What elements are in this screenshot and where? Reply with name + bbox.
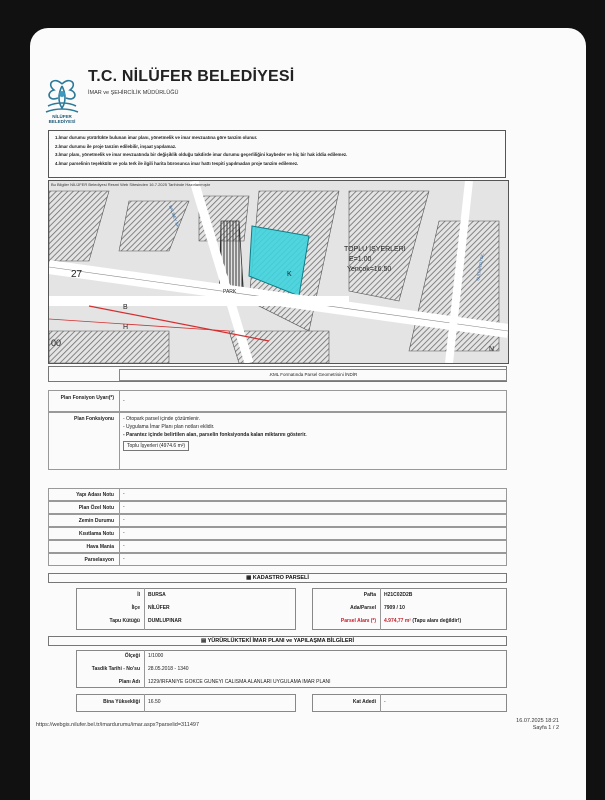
ilce-label: İlçe <box>131 605 140 611</box>
plan-fonksiyonu-row <box>48 412 507 470</box>
map-label-parsel: 27 <box>71 269 83 280</box>
plan-ozel-label: Plan Özel Notu <box>78 505 114 511</box>
alan-label: Parsel Alanı (*) <box>340 618 376 624</box>
kat-label: Kat Adedi <box>352 699 376 705</box>
olcegi-value: 1/1000 <box>148 653 164 659</box>
plan-row <box>48 527 507 540</box>
zoning-map[interactable] <box>48 180 509 364</box>
imar-divider <box>144 650 145 688</box>
tapu-value: DUMLUPINAR <box>148 618 182 624</box>
map-label-park: PARK <box>223 289 237 295</box>
map-canvas <box>49 181 508 363</box>
org-title: T.C. NİLÜFER BELEDİYESİ <box>88 68 295 85</box>
map-label-emsal: E=1.00 <box>349 256 372 263</box>
imar-title: ▤ YÜRÜRLÜKTEKİ İMAR PLANI ve YAPILAŞMA BİLGİLERİ <box>48 636 507 646</box>
footer-date: 16.07.2025 18:21 <box>516 718 559 724</box>
footer-url[interactable]: https://webgis.nilufer.bel.tr/imardurumu/imar.aspx?parselid=311497 <box>36 722 199 728</box>
map-label-toplu: TOPLU İŞYERLERİ <box>344 246 406 253</box>
map-label-k: K <box>287 271 292 278</box>
footer-meta <box>516 718 559 732</box>
kisitlama-label: Kısıtlama Notu <box>78 531 114 537</box>
plan-row <box>48 488 507 501</box>
map-label-h: H <box>123 324 129 331</box>
bina-label: Bina Yüksekliği <box>103 699 140 705</box>
map-label-yencok: Yençok=16.50 <box>347 266 392 273</box>
grid-icon: ▤ <box>200 638 208 644</box>
map-street-1: BALIBEY SK. <box>168 204 182 230</box>
plan-row <box>48 501 507 514</box>
pafta-label: Pafta <box>363 592 376 598</box>
footer-page: Sayfa 1 / 2 <box>532 725 559 731</box>
kadastro-title: ▦ KADASTRO PARSELİ <box>48 573 507 583</box>
ada-label: Ada/Parsel <box>350 605 376 611</box>
map-caption: Bu Bilgiler NİLÜFER Belediyesi Resmi Web Sitesinden 16.7.2025 Tarihinde Hazırlanmıştır <box>51 182 211 187</box>
notice-3: 3.İmar planı, yönetmelik ve imar mevzuatında bir değişiklik olduğu takdirde imar durumu geçerliliğini kaybeder ve hiç bir hak iddia edilemez. <box>55 152 348 157</box>
func-line-bold: - Parantez içinde belirtilen alan, parselin fonksiyonda kalan miktarını gösterir. <box>123 432 307 438</box>
notice-2: 2.İmar durumu ile proje tanzim edilebilir, inşaat yapılamaz. <box>55 143 177 149</box>
kml-download-button[interactable]: .KML Formatında Parsel Geometrisini İNDİR <box>119 369 507 381</box>
il-label: İl <box>137 592 140 598</box>
plan-fonksiyon-uyari-label: Plan Fonsiyon Uyarı(*) <box>60 395 114 401</box>
plan-fonksiyon-uyari-row <box>48 390 507 412</box>
north-arrow-icon: N <box>489 346 495 353</box>
plan-ozel-value: - <box>119 502 125 513</box>
func-line-2: - Uygulama İmar Planı plan notları eklidir. <box>123 424 215 430</box>
tasdik-label: Tasdik Tarihi - No'su <box>91 666 140 672</box>
plan-row <box>48 553 507 566</box>
parselasyon-value: - <box>119 554 125 565</box>
hava-mania-label: Hava Mania <box>86 544 114 550</box>
yapi-adasi-value: - <box>119 489 125 500</box>
ilce-value: NİLÜFER <box>148 605 170 611</box>
tapu-label: Tapu Kütüğü <box>109 618 140 624</box>
header <box>40 66 340 136</box>
pafta-value: H21C02D2B <box>384 592 413 598</box>
kat-value: - <box>384 699 386 705</box>
bina-value: 16.50 <box>148 699 161 705</box>
yapi-adasi-label: Yapı Adası Notu <box>76 492 114 498</box>
il-value: BURSA <box>148 592 166 598</box>
plan-fonksiyonu-value <box>119 413 307 469</box>
map-label-00: 00 <box>51 338 62 348</box>
plan-fonksiyonu-label: Plan Fonksiyonu <box>73 416 114 422</box>
plan-adi-value: 1229/IRFANIYE GOKCE GUNEYI CALISMA ALANLARI UYGULAMA IMAR PLANI <box>148 679 331 685</box>
plan-row <box>48 514 507 527</box>
map-label-b: B <box>123 304 128 311</box>
hava-mania-value: - <box>119 541 125 552</box>
plan-adi-label: Planı Adı <box>118 679 140 685</box>
ada-value: 7909 / 10 <box>384 605 405 611</box>
alan-value: 4.974,77 m² (Tapu alanı değildir!) <box>384 618 462 624</box>
kml-bar <box>48 366 507 382</box>
zemin-label: Zemin Durumu <box>78 518 114 524</box>
bina-divider <box>144 694 145 712</box>
function-tag: Toplu İşyerleri (4974.6 m²) <box>123 441 189 451</box>
kisitlama-value: - <box>119 528 125 539</box>
map-street-2: SULTANSU SK. <box>475 252 485 282</box>
parselasyon-label: Parselasyon <box>84 557 114 563</box>
func-line-1: - Otopark parsel içinde çözümlenir. <box>123 416 200 422</box>
kadastro-divider <box>380 588 381 630</box>
notices-box <box>48 130 506 178</box>
logo-text: NİLÜFER BELEDİYESİ <box>48 114 76 124</box>
olcegi-label: Ölçeği <box>124 653 140 659</box>
kadastro-divider <box>144 588 145 630</box>
org-subtitle: İMAR ve ŞEHİRCİLİK MÜDÜRLÜĞÜ <box>88 90 179 96</box>
plan-fonksiyon-uyari-value: - <box>119 391 125 411</box>
zemin-value: - <box>119 515 125 526</box>
grid-icon: ▦ <box>246 575 253 581</box>
notice-1: 1.İmar durumu yürürlükte bulunan imar planı, yönetmelik ve imar mevzuatına göre tanzim olunur. <box>55 135 258 140</box>
tasdik-value: 28.05.2018 - 1340 <box>148 666 189 672</box>
notice-4: 4.İmar parselinin teşekkülü ve yola terk ile ilgili harita bürosunca imar hattı tespiti yapılmadan proje tanzim edilemez. <box>55 160 299 166</box>
kat-divider <box>380 694 381 712</box>
plan-row <box>48 540 507 553</box>
